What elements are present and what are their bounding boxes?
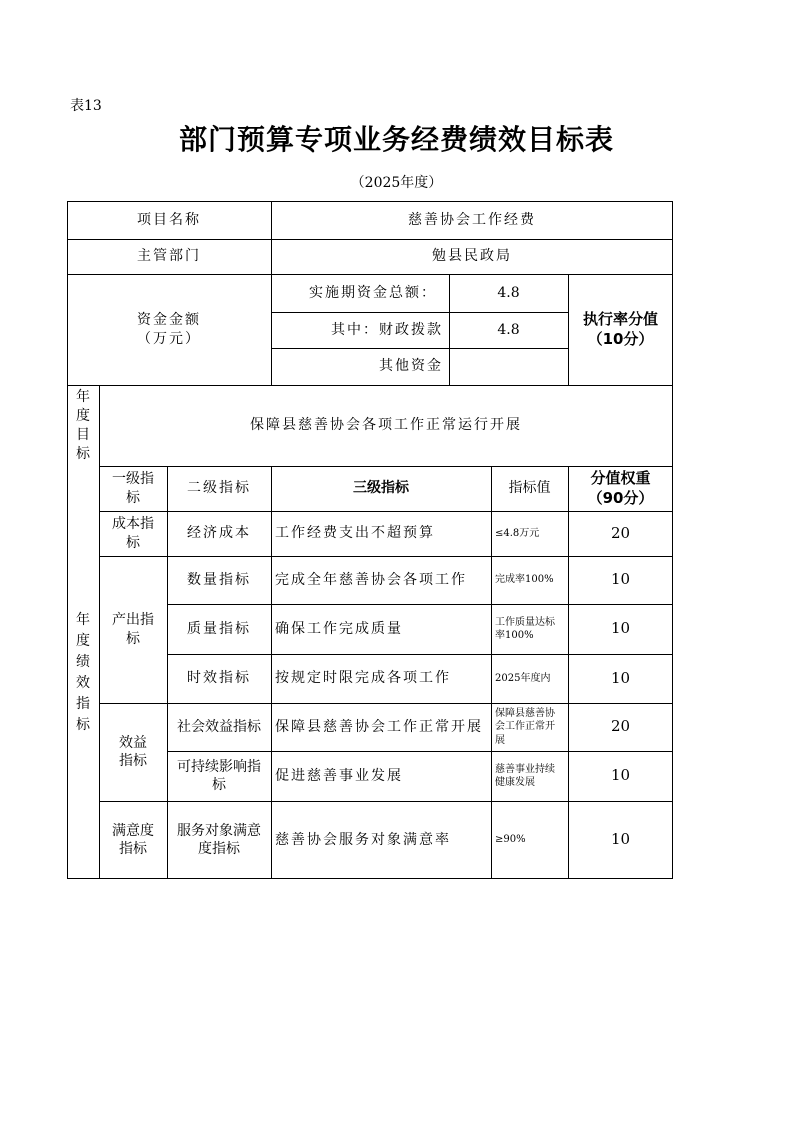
weight-cell: 20 [610,717,631,736]
level3-cell: 按规定时限完成各项工作 [275,670,451,687]
level1-satisfaction: 满意度指标 [112,822,154,857]
header-level1: 一级指标 [112,471,154,506]
weight-cell: 10 [610,830,631,849]
fiscal-fund-label: 其中：财政拨款 [331,321,443,338]
project-name-value: 慈善协会工作经费 [408,211,536,228]
fiscal-year: （2025年度） [350,175,443,191]
project-name-label: 项目名称 [137,211,201,228]
weight-cell: 20 [610,523,631,542]
header-value: 指标值 [508,480,551,497]
weight-cell: 10 [610,766,631,785]
level2-cell: 服务对象满意度指标 [177,822,261,857]
other-fund-value [449,348,568,385]
annual-goal-text: 保障县慈善协会各项工作正常运行开展 [250,417,522,434]
indicator-value-cell: ≥90% [495,834,526,846]
execution-rate-line2: （10分） [587,329,654,348]
performance-indicators-label: 年度绩效指标 [76,611,90,733]
header-weight-line2: （90分） [587,488,654,507]
execution-rate-score [568,274,673,385]
level3-cell: 确保工作完成质量 [275,620,403,637]
level2-cell: 社会效益指标 [177,718,261,735]
level2-cell: 可持续影响指标 [177,758,261,793]
annual-goal-label: 年度目标 [76,389,90,462]
level2-cell: 经济成本 [187,525,251,542]
indicator-value-cell: 慈善事业持续健康发展 [495,763,555,788]
weight-cell: 10 [610,668,631,687]
execution-rate-line1: 执行率分值 [582,310,658,328]
level3-cell: 工作经费支出不超预算 [275,525,435,542]
weight-cell: 10 [610,570,631,589]
level3-cell: 完成全年慈善协会各项工作 [275,571,467,588]
level1-cost: 成本指标 [112,516,154,551]
weight-cell: 10 [610,619,631,638]
level3-cell: 慈善协会服务对象满意率 [275,831,451,848]
level1-benefit: 效益指标 [119,734,147,769]
fund-label-line2: （万元） [137,330,201,347]
department-label: 主管部门 [137,248,201,265]
level3-cell: 促进慈善事业发展 [275,767,403,784]
level2-cell: 质量指标 [187,620,251,637]
table-number: 表13 [70,98,102,114]
indicator-value-cell: 保障县慈善协会工作正常开展 [495,707,555,746]
fund-label-line1: 资金金额 [137,312,201,329]
header-level3: 三级指标 [353,480,409,497]
header-level2: 二级指标 [187,480,251,497]
indicator-value-cell: 2025年度内 [495,672,551,684]
other-fund-label: 其他资金 [379,358,443,375]
level2-cell: 时效指标 [187,670,251,687]
level2-cell: 数量指标 [187,571,251,588]
indicator-value-cell: 工作质量达标率100% [495,616,555,641]
header-weight [568,466,673,511]
level3-cell: 保障县慈善协会工作正常开展 [275,718,483,735]
level1-output: 产出指标 [112,612,154,647]
total-fund-value: 4.8 [497,284,520,301]
total-fund-label: 实施期资金总额： [309,284,437,301]
department-value: 勉县民政局 [432,248,512,265]
page-title: 部门预算专项业务经费绩效目标表 [178,123,614,156]
fiscal-fund-value: 4.8 [497,321,520,338]
fund-amount-label [67,274,271,385]
header-weight-line1: 分值权重 [590,469,651,487]
indicator-value-cell: ≤4.8万元 [495,527,540,539]
indicator-value-cell: 完成率100% [495,574,554,586]
